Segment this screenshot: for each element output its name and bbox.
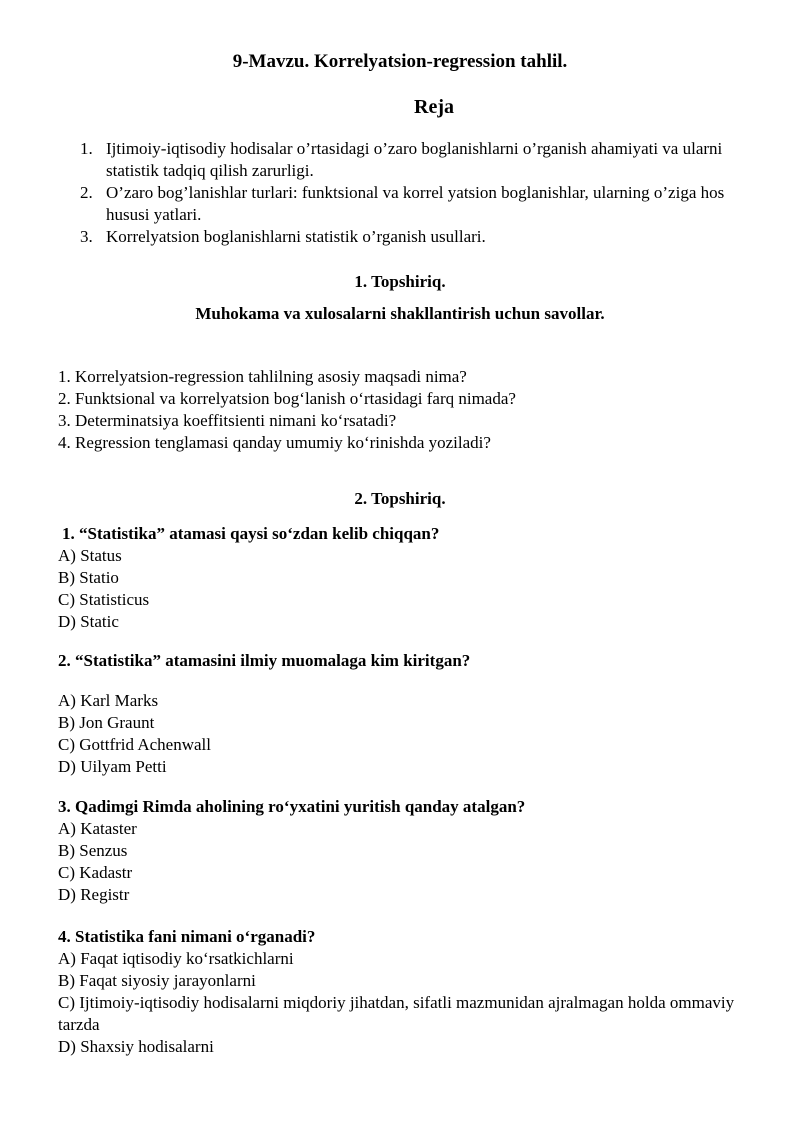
discussion-question: 3. Determinatsiya koeffitsienti nimani ko‘rsatadi? xyxy=(58,411,397,430)
quiz-option: C) Gottfrid Achenwall xyxy=(58,735,211,754)
quiz-option: C) Kadastr xyxy=(58,863,133,882)
plan-item-text: Ijtimoiy-iqtisodiy hodisalar o’rtasidagi o’zaro boglanishlarni o’rganish ahamiyati va ularni statistik tadqiq qilish zarurligi. xyxy=(106,139,723,180)
plan-item xyxy=(80,138,750,182)
plan-item xyxy=(80,226,750,248)
plan-item xyxy=(80,182,750,226)
plan-item-text: O’zaro bog’lanishlar turlari: funktsional va korrel yatsion boglanishlar, ularning o’ziga hos hususi yatlari. xyxy=(106,183,725,224)
discussion-question: 2. Funktsional va korrelyatsion bog‘lanish o‘rtasidagi farq nimada? xyxy=(58,389,516,408)
quiz-option: D) Static xyxy=(58,612,119,631)
quiz-question-block xyxy=(58,650,748,778)
quiz-option: D) Uilyam Petti xyxy=(58,757,167,776)
plan-heading: Reja xyxy=(414,96,454,118)
task1-subheading: Muhokama va xulosalarni shakllantirish uchun savollar. xyxy=(195,304,605,323)
quiz-option: B) Senzus xyxy=(58,841,128,860)
quiz-question: 4. Statistika fani nimani o‘rganadi? xyxy=(58,927,316,946)
quiz-option: B) Faqat siyosiy jarayonlarni xyxy=(58,971,256,990)
quiz-option: A) Kataster xyxy=(58,819,137,838)
plan-item-number: 1. xyxy=(80,139,93,158)
quiz-option: D) Registr xyxy=(58,885,130,904)
quiz-option: B) Jon Graunt xyxy=(58,713,155,732)
quiz-option: A) Faqat iqtisodiy ko‘rsatkichlarni xyxy=(58,949,294,968)
quiz-option: C) Ijtimoiy-iqtisodiy hodisalarni miqdoriy jihatdan, sifatli mazmunidan ajralmagan holda ommaviy tarzda xyxy=(58,993,735,1034)
task1-heading: 1. Topshiriq. xyxy=(354,272,446,291)
task2-heading: 2. Topshiriq. xyxy=(354,489,446,508)
quiz-option: D) Shaxsiy hodisalarni xyxy=(58,1037,214,1056)
plan-item-number: 3. xyxy=(80,227,93,246)
quiz-option: C) Statisticus xyxy=(58,590,150,609)
quiz-question: 2. “Statistika” atamasini ilmiy muomalaga kim kiritgan? xyxy=(58,651,471,670)
quiz-question-block xyxy=(58,796,748,906)
quiz-question-block xyxy=(58,926,748,1058)
quiz-question-block xyxy=(58,523,748,633)
discussion-question: 4. Regression tenglamasi qanday umumiy ko‘rinishda yoziladi? xyxy=(58,433,491,452)
document-title: 9-Mavzu. Korrelyatsion-regression tahlil. xyxy=(232,51,568,72)
plan-item-number: 2. xyxy=(80,183,93,202)
plan-list xyxy=(80,138,750,248)
quiz-option: A) Karl Marks xyxy=(58,691,159,710)
discussion-question: 1. Korrelyatsion-regression tahlilning asosiy maqsadi nima? xyxy=(58,367,467,386)
quiz-question: 1. “Statistika” atamasi qaysi so‘zdan kelib chiqqan? xyxy=(62,524,440,543)
quiz-option: A) Status xyxy=(58,546,122,565)
quiz-question: 3. Qadimgi Rimda aholining ro‘yxatini yuritish qanday atalgan? xyxy=(58,797,526,816)
plan-item-text: Korrelyatsion boglanishlarni statistik o’rganish usullari. xyxy=(106,227,486,246)
quiz-option: B) Statio xyxy=(58,568,119,587)
discussion-questions xyxy=(58,366,758,454)
